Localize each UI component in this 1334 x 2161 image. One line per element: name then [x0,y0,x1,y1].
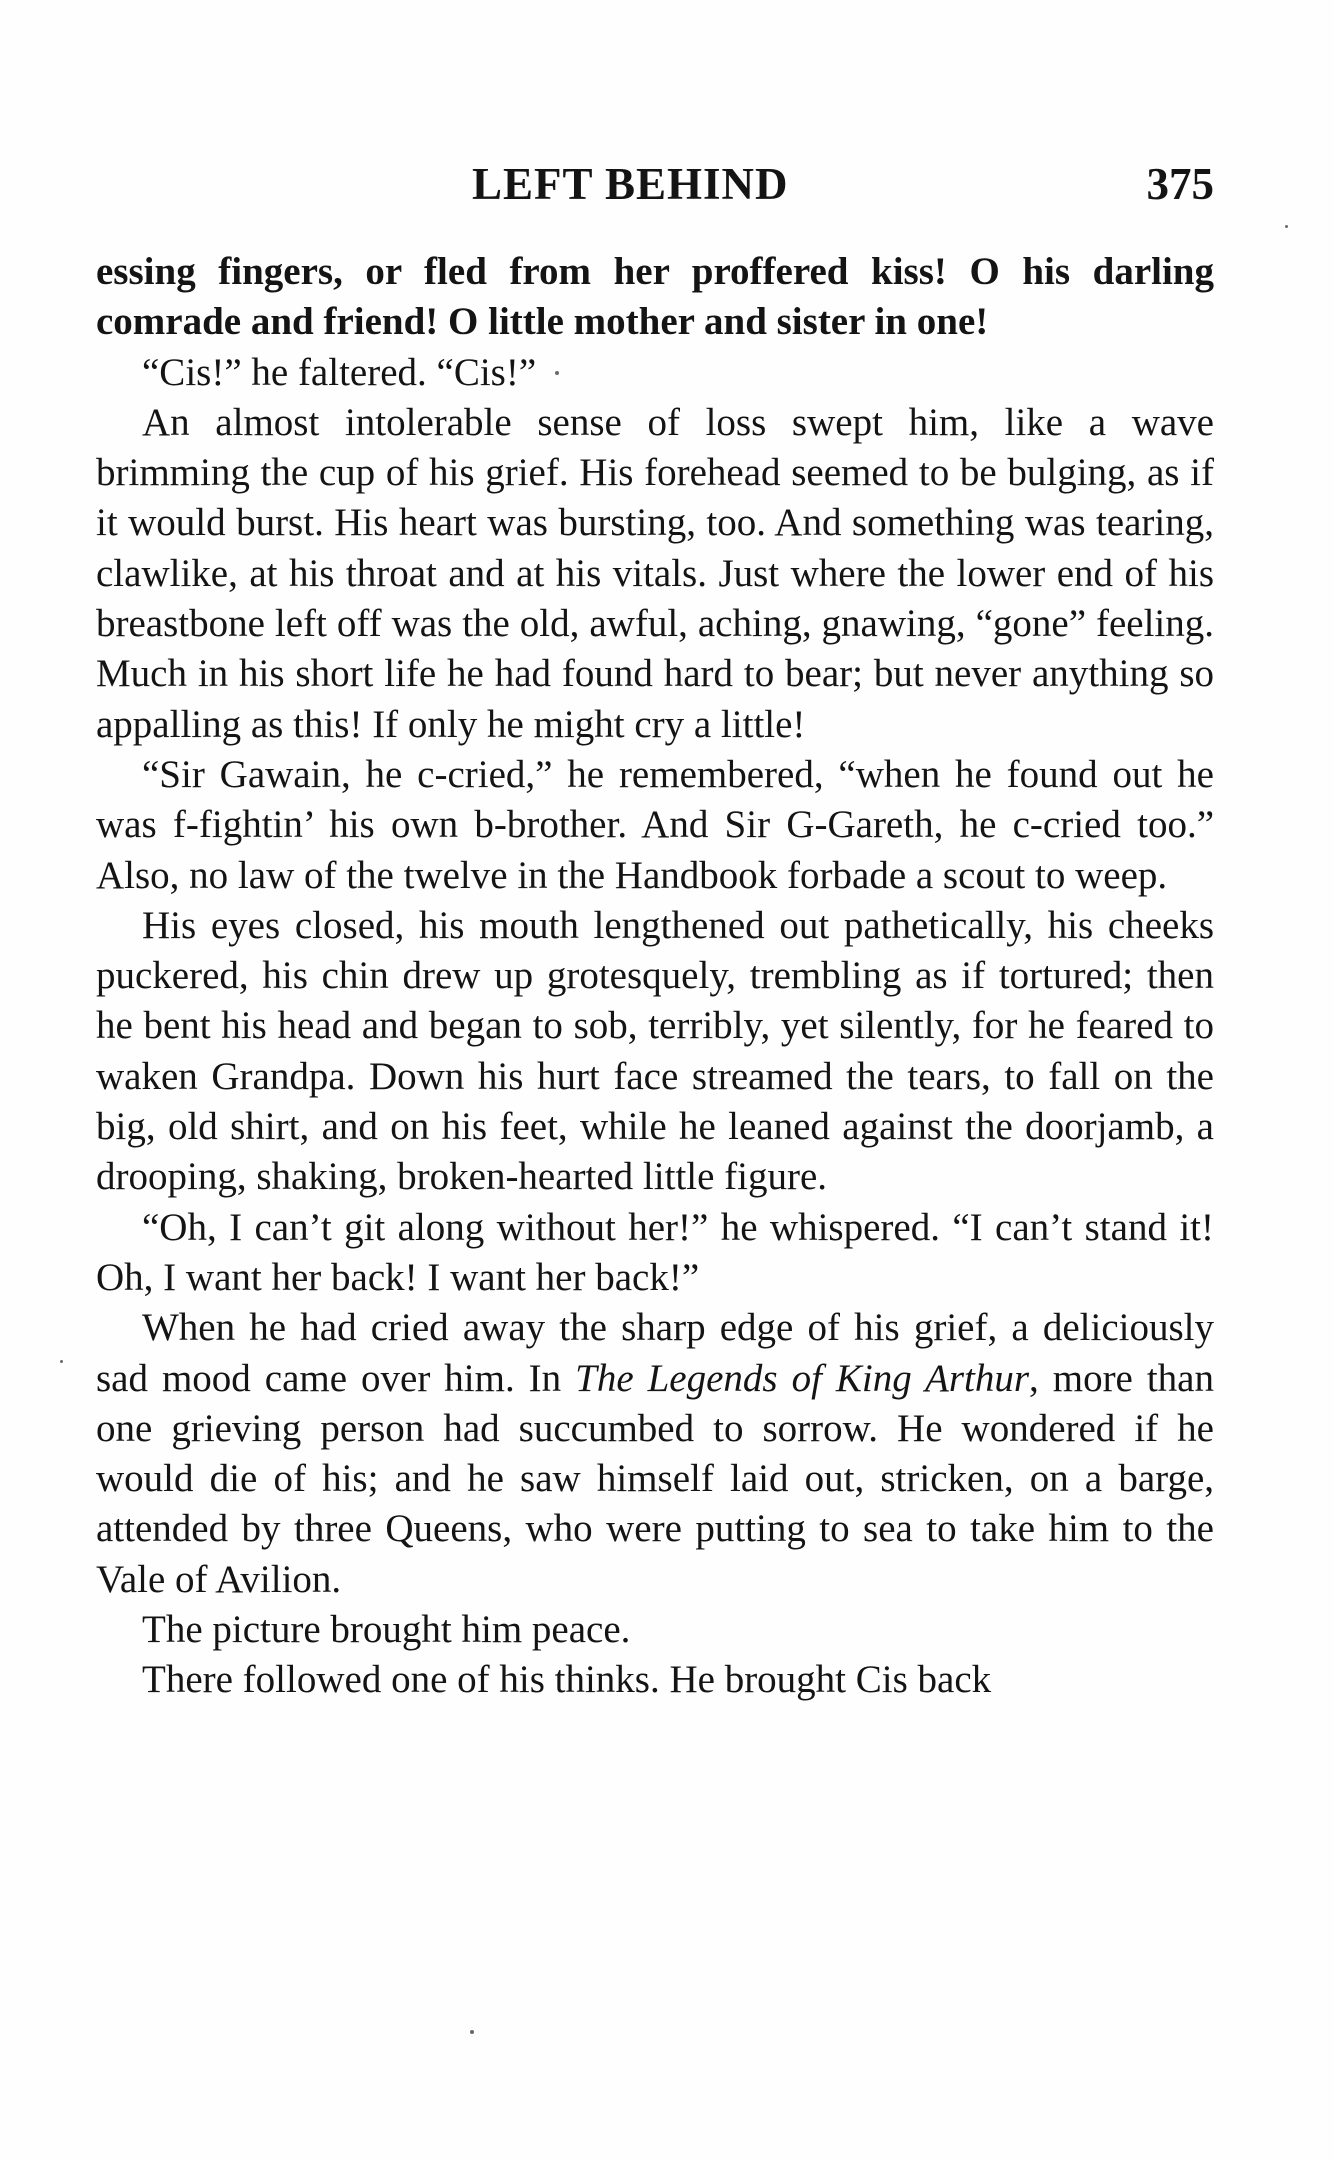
body-text [96,247,1214,1706]
print-speck [60,1360,63,1363]
print-speck [555,371,559,375]
paragraph: The picture brought him peace. [142,1608,631,1652]
paragraph [96,1303,1214,1605]
paragraph: essing fingers, or fled from her proffered kiss! O his darling comrade and friend! O little mother and sister in one! [96,250,1214,344]
paragraph: An almost intolerable sense of loss swept him, like a wave brimming the cup of his grief. His forehead seemed to be bulging, as if it would burst. His heart was bursting, too. And something was tearing, clawlike, at his throat and at his vitals. Just where the lower end of his breastbone left off was the old, awful, aching, gnawing, “gone” feeling. Much in his short life he had found hard to bear; but never anything so appalling as this! If only he might cry a little! [96,400,1214,746]
running-head [96,158,1214,218]
paragraph: “Cis!” he faltered. “Cis!” [142,350,537,394]
print-speck [1285,225,1288,228]
book-title-italic: The Legends of King Arthur [575,1356,1030,1400]
paragraph-text: , more than one grieving person had succumbed to sorrow. He wondered if he would die of his; and he saw himself laid out, stricken, on a barge, attended by three Queens, who were putting to sea to take him to the Vale of Avilion. [96,1356,1214,1601]
paragraph-text: When he had cried away the sharp edge of his grief, a deliciously sad mood came over him. In [96,1306,1214,1400]
paragraph: “Oh, I can’t git along without her!” he whispered. “I can’t stand it! Oh, I want her back! I want her back!” [96,1205,1214,1299]
paragraph: His eyes closed, his mouth lengthened out pathetically, his cheeks puckered, his chin drew up grotesquely, trembling as if tortured; then he bent his head and began to sob, terribly, yet silently, for he feared to waken Grandpa. Down his hurt face streamed the tears, to fall on the big, old shirt, and on his feet, while he leaned against the doorjamb, a drooping, shaking, broken-hearted little figure. [96,903,1214,1199]
print-speck [470,2030,474,2034]
paragraph: “Sir Gawain, he c-cried,” he remembered, “when he found out he was f-fightin’ his own b-brother. And Sir G-Gareth, he c-cried too.” Also, no law of the twelve in the Handbook forbade a scout to weep. [96,752,1214,897]
page-number: 375 [1146,159,1214,209]
paragraph: There followed one of his thinks. He brought Cis back [142,1658,992,1702]
chapter-title: LEFT BEHIND [472,159,789,209]
